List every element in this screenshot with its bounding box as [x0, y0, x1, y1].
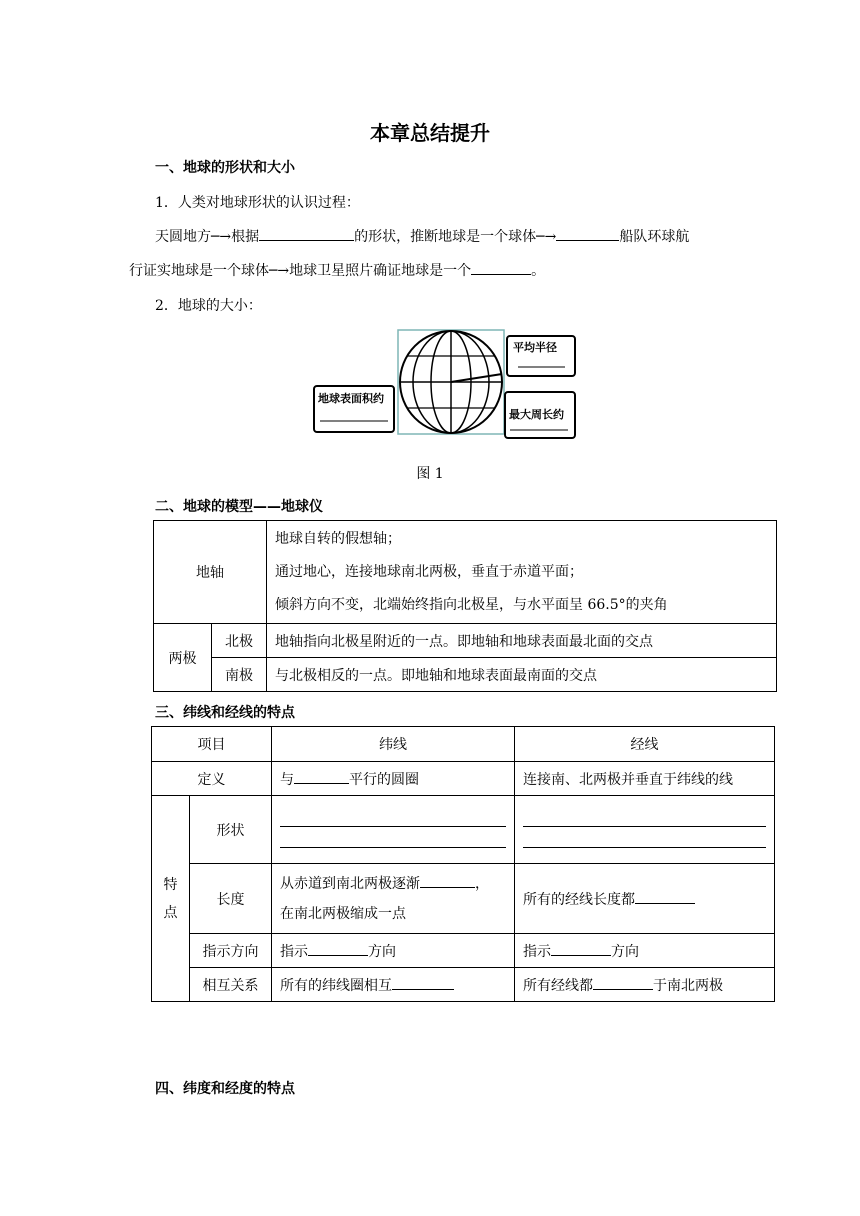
- text-segment: 。: [531, 263, 546, 279]
- paragraph-line-2: [129, 260, 545, 280]
- answer-blank[interactable]: [420, 875, 475, 888]
- answer-blank[interactable]: [259, 228, 354, 241]
- axis-line-1: 地球自转的假想轴；: [275, 530, 401, 547]
- globe-model-table: [153, 520, 777, 692]
- table-row: [154, 624, 777, 658]
- lat-lon-table: [151, 726, 775, 1002]
- radius-label-box: [507, 336, 575, 376]
- relation-latitude: [272, 968, 515, 1002]
- answer-line[interactable]: [280, 812, 506, 827]
- answer-blank[interactable]: [635, 891, 695, 904]
- text-segment: ，: [475, 875, 489, 892]
- answer-blank[interactable]: [392, 977, 454, 990]
- answer-blank[interactable]: [556, 228, 619, 241]
- table-row: [154, 521, 777, 624]
- globe-icon: [400, 331, 502, 433]
- header-longitude: 经线: [515, 727, 775, 762]
- section-2-heading: 二、地球的模型——地球仪: [155, 499, 323, 515]
- features-label: [152, 796, 190, 1002]
- figure-caption: 图 1: [416, 466, 444, 482]
- shape-longitude: [515, 796, 775, 864]
- length-longitude: [515, 864, 775, 934]
- north-pole-text: 地轴指向北极星附近的一点。即地轴和地球表面最北面的交点: [267, 624, 777, 658]
- answer-blank[interactable]: [471, 262, 531, 275]
- definition-longitude: 连接南、北两极并垂直于纬线的线: [515, 762, 775, 796]
- features-char-1: 特: [163, 876, 178, 893]
- length-label: 长度: [190, 864, 272, 934]
- text-segment: 平行的圆圈: [349, 771, 419, 788]
- shape-label: 形状: [190, 796, 272, 864]
- axis-line-3: 倾斜方向不变，北端始终指向北极星，与水平面呈 66.5°的夹角: [275, 596, 668, 613]
- text-segment: 行证实地球是一个球体─→地球卫星照片确证地球是一个: [129, 263, 472, 279]
- text-segment: 的形状，推断地球是一个球体─→: [354, 229, 557, 245]
- question-1: 1．人类对地球形状的认识过程：: [155, 195, 360, 211]
- axis-label: 地轴: [154, 521, 267, 624]
- table-row: [152, 762, 775, 796]
- text-segment: 从赤道到南北两极逐渐: [280, 875, 420, 892]
- answer-line[interactable]: [523, 833, 766, 848]
- length-latitude: [272, 864, 515, 934]
- header-latitude: 纬线: [272, 727, 515, 762]
- table-row: [152, 727, 775, 762]
- text-segment: 与: [280, 771, 294, 788]
- axis-line-2: 通过地心，连接地球南北两极，垂直于赤道平面；: [275, 563, 583, 580]
- text-segment: 所有的经线长度都: [523, 891, 635, 908]
- page-title: 本章总结提升: [370, 121, 490, 145]
- answer-blank[interactable]: [551, 943, 611, 956]
- axis-description: [267, 521, 777, 624]
- section-3-heading: 三、纬线和经线的特点: [155, 705, 295, 721]
- radius-label: 平均半径: [513, 341, 557, 354]
- text-segment: 于南北两极: [653, 977, 723, 994]
- direction-latitude: [272, 934, 515, 968]
- table-row: [152, 968, 775, 1002]
- area-label: 地球表面积约: [318, 392, 384, 405]
- text-segment: 所有经线都: [523, 977, 593, 994]
- south-pole-text: 与北极相反的一点。即地轴和地球表面最南面的交点: [267, 658, 777, 692]
- definition-label: 定义: [152, 762, 272, 796]
- area-label-box: [314, 386, 394, 432]
- relation-label: 相互关系: [190, 968, 272, 1002]
- shape-latitude: [272, 796, 515, 864]
- text-segment: 方向: [368, 943, 396, 960]
- relation-longitude: [515, 968, 775, 1002]
- question-2: 2．地球的大小：: [155, 298, 262, 314]
- answer-blank[interactable]: [308, 943, 368, 956]
- text-segment: 指示: [280, 943, 308, 960]
- text-segment: 方向: [611, 943, 639, 960]
- direction-longitude: [515, 934, 775, 968]
- length-lat-line-1: [280, 869, 506, 899]
- south-pole-label: 南极: [212, 658, 267, 692]
- text-segment: 指示: [523, 943, 551, 960]
- section-4-heading: 四、纬度和经度的特点: [155, 1081, 295, 1097]
- features-char-2: 点: [163, 904, 178, 921]
- direction-label: 指示方向: [190, 934, 272, 968]
- circumference-label: 最大周长约: [509, 408, 564, 421]
- table-row: [152, 934, 775, 968]
- answer-line[interactable]: [280, 833, 506, 848]
- circumference-label-box: [505, 392, 575, 438]
- text-segment: 所有的纬线圈相互: [280, 977, 392, 994]
- answer-blank[interactable]: [294, 771, 349, 784]
- table-row: [152, 864, 775, 934]
- paragraph-line-1: [155, 226, 689, 246]
- poles-label: 两极: [154, 624, 212, 692]
- table-row: [152, 796, 775, 864]
- definition-latitude: [272, 762, 515, 796]
- table-row: [154, 658, 777, 692]
- north-pole-label: 北极: [212, 624, 267, 658]
- header-item: 项目: [152, 727, 272, 762]
- length-lat-line-2: 在南北两极缩成一点: [280, 905, 406, 922]
- text-segment: 天圆地方─→根据: [155, 229, 260, 245]
- answer-blank[interactable]: [593, 977, 653, 990]
- section-1-heading: 一、地球的形状和大小: [155, 160, 295, 176]
- answer-line[interactable]: [523, 812, 766, 827]
- text-segment: 船队环球航: [619, 229, 690, 245]
- earth-size-figure: [310, 326, 580, 446]
